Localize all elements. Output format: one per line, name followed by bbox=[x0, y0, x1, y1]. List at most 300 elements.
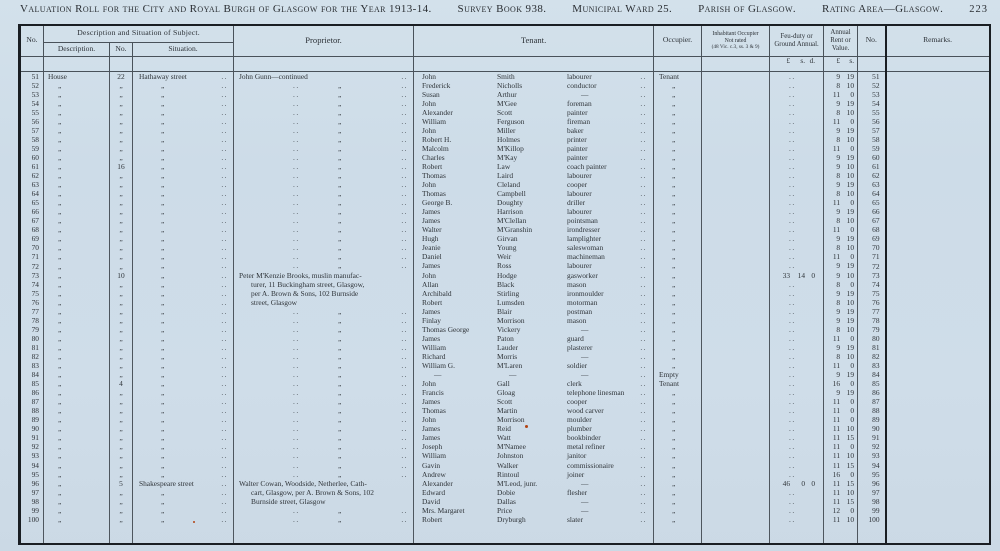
rent-shillings: 19 bbox=[846, 207, 855, 217]
row-number: 94 bbox=[872, 460, 880, 470]
leader-dots: .. bbox=[401, 397, 409, 407]
ditto-mark: „ bbox=[58, 370, 62, 380]
cell-feu-duty bbox=[770, 298, 824, 307]
cell-annual-rent bbox=[824, 307, 858, 316]
row-number: 68 bbox=[872, 225, 880, 235]
feu-units bbox=[770, 56, 824, 71]
table-row bbox=[20, 388, 990, 397]
cell-occupier bbox=[654, 243, 702, 252]
leader-dots: .. bbox=[789, 361, 796, 370]
ditto-mark: „ bbox=[161, 98, 165, 108]
row-number: 100 bbox=[27, 514, 39, 524]
cell-occupier bbox=[654, 90, 702, 99]
cell-description bbox=[44, 180, 110, 189]
table-row bbox=[20, 316, 990, 325]
leader-dots: .. bbox=[640, 143, 648, 153]
cell-situation bbox=[133, 225, 234, 234]
cell-inhabitant-occupier bbox=[702, 90, 770, 99]
cell-row-no-right bbox=[858, 298, 886, 307]
ditto-mark: „ bbox=[672, 397, 676, 407]
tenant-surname: Lumsden bbox=[497, 297, 525, 307]
ditto-mark: „ bbox=[338, 207, 342, 217]
rent-shillings: 10 bbox=[846, 161, 855, 171]
cell-annual-rent bbox=[824, 252, 858, 261]
row-number: 85 bbox=[872, 379, 880, 389]
ditto-mark: „ bbox=[58, 460, 62, 470]
leader-dots: .. bbox=[640, 98, 648, 108]
cell-row-no bbox=[20, 506, 44, 515]
cell-description bbox=[44, 397, 110, 406]
tenant-forename: George B. bbox=[422, 198, 453, 208]
cell-annual-rent bbox=[824, 225, 858, 234]
tenant-surname: Gloag bbox=[497, 388, 516, 398]
cell-street-no bbox=[110, 261, 133, 270]
cell-proprietor bbox=[234, 216, 414, 225]
cell-annual-rent bbox=[824, 325, 858, 334]
cell-street-no bbox=[110, 126, 133, 135]
cell-tenant bbox=[414, 451, 654, 460]
ditto-mark: „ bbox=[161, 288, 165, 298]
leader-dots: .. bbox=[401, 361, 409, 370]
cell-description bbox=[44, 99, 110, 108]
row-number: 75 bbox=[872, 288, 880, 298]
cell-situation bbox=[133, 171, 234, 180]
cell-street-no bbox=[110, 397, 133, 406]
ditto-mark: „ bbox=[58, 306, 62, 316]
cell-remarks bbox=[886, 171, 990, 180]
leader-dots: .. bbox=[221, 261, 229, 271]
cell-row-no bbox=[20, 108, 44, 117]
cell-inhabitant-occupier bbox=[702, 307, 770, 316]
leader-dots: .. bbox=[789, 171, 796, 181]
cell-situation bbox=[133, 144, 234, 153]
rent-shillings: 0 bbox=[850, 505, 855, 515]
tenant-occupation: mason bbox=[567, 315, 587, 325]
cell-tenant bbox=[414, 99, 654, 108]
cell-remarks bbox=[886, 470, 990, 479]
tenant-surname: Weir bbox=[497, 252, 512, 262]
cell-annual-rent bbox=[824, 189, 858, 198]
cell-proprietor bbox=[234, 71, 414, 81]
ditto-mark: „ bbox=[58, 234, 62, 244]
cell-tenant bbox=[414, 243, 654, 252]
leader-dots: .. bbox=[789, 89, 796, 99]
row-number: 52 bbox=[872, 80, 880, 90]
row-number: 73 bbox=[872, 270, 880, 280]
rent-shillings: 10 bbox=[846, 424, 855, 434]
cell-feu-duty bbox=[770, 71, 824, 81]
cell-row-no-right bbox=[858, 397, 886, 406]
ditto-mark: „ bbox=[58, 487, 62, 497]
rent-shillings: 10 bbox=[846, 487, 855, 497]
rent-pounds: 8 bbox=[836, 107, 841, 117]
cell-situation bbox=[133, 461, 234, 470]
row-number: 74 bbox=[872, 279, 880, 289]
ditto-mark: „ bbox=[672, 297, 676, 307]
cell-annual-rent bbox=[824, 198, 858, 207]
occupier-text: Empty bbox=[659, 370, 679, 380]
cell-street-no bbox=[110, 207, 133, 216]
cell-row-no bbox=[20, 289, 44, 298]
cell-street-no bbox=[110, 497, 133, 506]
tenant-forename: James bbox=[422, 261, 441, 271]
cell-tenant bbox=[414, 388, 654, 397]
cell-remarks bbox=[886, 406, 990, 415]
ditto-mark: „ bbox=[161, 243, 165, 253]
title-survey-book: Survey Book 938. bbox=[457, 3, 547, 15]
cell-street-no bbox=[110, 343, 133, 352]
cell-situation bbox=[133, 506, 234, 515]
ditto-mark: „ bbox=[338, 324, 342, 334]
cell-feu-duty bbox=[770, 280, 824, 289]
cell-row-no bbox=[20, 90, 44, 99]
leader-dots: .. bbox=[221, 478, 229, 488]
row-number: 87 bbox=[872, 397, 880, 407]
cell-row-no bbox=[20, 135, 44, 144]
cell-feu-duty bbox=[770, 144, 824, 153]
leader-dots: .. bbox=[640, 107, 648, 117]
leader-dots: .. bbox=[221, 98, 229, 108]
cell-tenant bbox=[414, 307, 654, 316]
leader-dots: .. bbox=[789, 225, 796, 235]
leader-dots: .. bbox=[789, 415, 796, 425]
leader-dots: .. bbox=[293, 189, 300, 199]
tenant-occupation: metal refiner bbox=[567, 442, 605, 452]
leader-dots: .. bbox=[221, 415, 229, 425]
cell-row-no-right bbox=[858, 117, 886, 126]
ditto-mark: „ bbox=[119, 333, 123, 343]
leader-dots: .. bbox=[293, 306, 300, 316]
rent-shillings: 10 bbox=[846, 324, 855, 334]
cell-street-no bbox=[110, 225, 133, 234]
ditto-mark: „ bbox=[119, 116, 123, 126]
tenant-occupation: — bbox=[581, 478, 589, 488]
leader-dots: .. bbox=[221, 143, 229, 153]
ditto-mark: „ bbox=[338, 442, 342, 452]
row-number: 74 bbox=[31, 279, 39, 289]
ditto-mark: „ bbox=[58, 252, 62, 262]
leader-dots: .. bbox=[293, 116, 300, 126]
cell-row-no bbox=[20, 162, 44, 171]
leader-dots: .. bbox=[293, 207, 300, 217]
leader-dots: .. bbox=[221, 152, 229, 162]
row-number: 77 bbox=[31, 306, 39, 316]
leader-dots: .. bbox=[789, 98, 796, 108]
leader-dots: .. bbox=[221, 180, 229, 190]
cell-row-no bbox=[20, 334, 44, 343]
leader-dots: .. bbox=[640, 189, 648, 199]
tenant-occupation: irondresser bbox=[567, 225, 600, 235]
leader-dots: .. bbox=[789, 180, 796, 190]
rent-pounds: 11 bbox=[832, 116, 841, 126]
rent-shillings: 10 bbox=[846, 297, 855, 307]
cell-proprietor bbox=[234, 171, 414, 180]
ditto-mark: „ bbox=[161, 80, 165, 90]
ditto-mark: „ bbox=[338, 180, 342, 190]
cell-annual-rent bbox=[824, 406, 858, 415]
cell-feu-duty bbox=[770, 515, 824, 524]
cell-remarks bbox=[886, 388, 990, 397]
leader-dots: .. bbox=[221, 315, 229, 325]
row-number: 100 bbox=[868, 514, 880, 524]
rent-pounds: 9 bbox=[836, 98, 841, 108]
ditto-mark: „ bbox=[119, 171, 123, 181]
rent-pounds: 8 bbox=[836, 324, 841, 334]
cell-situation bbox=[133, 180, 234, 189]
row-number: 93 bbox=[872, 451, 880, 461]
tenant-occupation: labourer bbox=[567, 207, 592, 217]
leader-dots: .. bbox=[789, 315, 796, 325]
leader-dots: .. bbox=[640, 505, 648, 515]
tenant-surname: Nicholls bbox=[497, 80, 523, 90]
cell-inhabitant-occupier bbox=[702, 207, 770, 216]
cell-inhabitant-occupier bbox=[702, 180, 770, 189]
row-number: 86 bbox=[872, 388, 880, 398]
row-number: 76 bbox=[872, 297, 880, 307]
ditto-mark: „ bbox=[672, 134, 676, 144]
cell-row-no-right bbox=[858, 307, 886, 316]
ditto-mark: „ bbox=[161, 469, 165, 479]
leader-dots: .. bbox=[221, 116, 229, 126]
filler-cell bbox=[858, 524, 886, 544]
cell-proprietor bbox=[234, 424, 414, 433]
tenant-occupation: soldier bbox=[567, 361, 588, 370]
cell-street-no bbox=[110, 406, 133, 415]
ditto-mark: „ bbox=[119, 306, 123, 316]
tenant-occupation: labourer bbox=[567, 261, 592, 271]
cell-occupier bbox=[654, 144, 702, 153]
rent-shillings: 0 bbox=[850, 143, 855, 153]
cell-situation bbox=[133, 117, 234, 126]
ditto-mark: „ bbox=[672, 171, 676, 181]
tenant-occupation: foreman bbox=[567, 98, 592, 108]
cell-tenant bbox=[414, 162, 654, 171]
leader-dots: .. bbox=[293, 107, 300, 117]
cell-remarks bbox=[886, 252, 990, 261]
ditto-mark: „ bbox=[161, 333, 165, 343]
ditto-mark: „ bbox=[58, 424, 62, 434]
row-number: 95 bbox=[31, 469, 39, 479]
cell-annual-rent bbox=[824, 379, 858, 388]
leader-dots: .. bbox=[640, 198, 648, 208]
cell-tenant bbox=[414, 479, 654, 488]
rent-pounds: 9 bbox=[836, 161, 841, 171]
cell-feu-duty bbox=[770, 488, 824, 497]
ditto-mark: „ bbox=[672, 234, 676, 244]
cell-annual-rent bbox=[824, 207, 858, 216]
ditto-mark: „ bbox=[672, 116, 676, 126]
ditto-mark: „ bbox=[161, 225, 165, 235]
cell-occupier bbox=[654, 361, 702, 370]
leader-dots: .. bbox=[401, 252, 409, 262]
leader-dots: .. bbox=[789, 342, 796, 352]
row-number: 62 bbox=[31, 171, 39, 181]
cell-tenant bbox=[414, 406, 654, 415]
cell-tenant bbox=[414, 171, 654, 180]
rent-shillings: 10 bbox=[846, 451, 855, 461]
cell-tenant bbox=[414, 271, 654, 280]
header-description: Description. bbox=[44, 42, 110, 56]
table-row bbox=[20, 325, 990, 334]
leader-dots: .. bbox=[401, 89, 409, 99]
leader-dots: .. bbox=[640, 306, 648, 316]
row-number: 91 bbox=[872, 433, 880, 443]
cell-situation bbox=[133, 406, 234, 415]
leader-dots: .. bbox=[221, 198, 229, 208]
cell-proprietor bbox=[234, 316, 414, 325]
leader-dots: .. bbox=[789, 125, 796, 135]
ditto-mark: „ bbox=[119, 279, 123, 289]
cell-occupier bbox=[654, 343, 702, 352]
cell-row-no-right bbox=[858, 280, 886, 289]
tenant-occupation: labourer bbox=[567, 71, 592, 81]
leader-dots: .. bbox=[221, 306, 229, 316]
row-number: 55 bbox=[872, 107, 880, 117]
row-number: 70 bbox=[872, 243, 880, 253]
ditto-mark: „ bbox=[161, 370, 165, 380]
cell-annual-rent bbox=[824, 442, 858, 451]
cell-street-no bbox=[110, 252, 133, 261]
cell-occupier bbox=[654, 370, 702, 379]
filler-cell bbox=[234, 524, 414, 544]
ditto-mark: „ bbox=[161, 116, 165, 126]
table-row bbox=[20, 433, 990, 442]
leader-dots: .. bbox=[401, 433, 409, 443]
ditto-mark: „ bbox=[58, 180, 62, 190]
cell-row-no-right bbox=[858, 379, 886, 388]
leader-dots: .. bbox=[789, 189, 796, 199]
row-number: 85 bbox=[31, 379, 39, 389]
row-number: 97 bbox=[872, 487, 880, 497]
filler-cell bbox=[20, 524, 44, 544]
cell-proprietor bbox=[234, 388, 414, 397]
cell-row-no-right bbox=[858, 71, 886, 81]
ditto-mark: „ bbox=[161, 379, 165, 389]
cell-inhabitant-occupier bbox=[702, 397, 770, 406]
cell-row-no-right bbox=[858, 361, 886, 370]
table-row bbox=[20, 488, 990, 497]
cell-description bbox=[44, 352, 110, 361]
rent-shillings: 0 bbox=[850, 89, 855, 99]
cell-tenant bbox=[414, 189, 654, 198]
cell-street-no bbox=[110, 298, 133, 307]
cell-tenant bbox=[414, 289, 654, 298]
cell-row-no-right bbox=[858, 370, 886, 379]
cell-street-no bbox=[110, 108, 133, 117]
cell-description bbox=[44, 126, 110, 135]
tenant-occupation: flesher bbox=[567, 487, 588, 497]
rent-pounds: 11 bbox=[832, 397, 841, 407]
rent-shillings: 0 bbox=[850, 406, 855, 416]
cell-description bbox=[44, 252, 110, 261]
tenant-occupation: moulder bbox=[567, 415, 592, 425]
leader-dots: .. bbox=[789, 397, 796, 407]
row-number: 98 bbox=[872, 496, 880, 506]
leader-dots: .. bbox=[293, 125, 300, 135]
leader-dots: .. bbox=[401, 315, 409, 325]
cell-occupier bbox=[654, 261, 702, 270]
cell-row-no-right bbox=[858, 171, 886, 180]
cell-occupier bbox=[654, 388, 702, 397]
leader-dots: .. bbox=[789, 198, 796, 208]
cell-situation bbox=[133, 415, 234, 424]
header-proprietor: Proprietor. bbox=[234, 25, 414, 56]
leader-dots: .. bbox=[789, 143, 796, 153]
rent-pounds: 11 bbox=[832, 496, 841, 506]
cell-description bbox=[44, 144, 110, 153]
cell-remarks bbox=[886, 144, 990, 153]
tenant-surname: M'Namee bbox=[497, 442, 526, 452]
tenant-occupation: — bbox=[581, 505, 589, 515]
rent-pounds: 9 bbox=[836, 288, 841, 298]
ditto-mark: „ bbox=[672, 487, 676, 497]
leader-dots: .. bbox=[293, 505, 300, 515]
row-number: 67 bbox=[31, 216, 39, 226]
cell-occupier bbox=[654, 352, 702, 361]
cell-remarks bbox=[886, 433, 990, 442]
cell-description bbox=[44, 189, 110, 198]
ditto-mark: „ bbox=[161, 514, 165, 524]
cell-row-no bbox=[20, 442, 44, 451]
cell-feu-duty bbox=[770, 370, 824, 379]
cell-feu-duty bbox=[770, 406, 824, 415]
leader-dots: .. bbox=[293, 252, 300, 262]
proprietor-line: turer, 11 Buckingham street, Glasgow, bbox=[251, 279, 365, 289]
row-number: 89 bbox=[872, 415, 880, 425]
cell-description bbox=[44, 289, 110, 298]
ditto-mark: „ bbox=[58, 478, 62, 488]
cell-street-no bbox=[110, 289, 133, 298]
rent-shillings: 0 bbox=[850, 116, 855, 126]
ditto-mark: „ bbox=[338, 379, 342, 389]
leader-dots: .. bbox=[401, 505, 409, 515]
ditto-mark: „ bbox=[338, 469, 342, 479]
tenant-forename: James bbox=[422, 424, 441, 434]
tenant-occupation: painter bbox=[567, 143, 588, 153]
cell-row-no bbox=[20, 497, 44, 506]
table-row bbox=[20, 135, 990, 144]
proprietor-text: John Gunn—continued bbox=[239, 71, 308, 81]
cell-feu-duty bbox=[770, 180, 824, 189]
rent-shillings: 10 bbox=[846, 107, 855, 117]
rent-pounds: 9 bbox=[836, 388, 841, 398]
cell-feu-duty bbox=[770, 243, 824, 252]
leader-dots: .. bbox=[789, 333, 796, 343]
leader-dots: .. bbox=[789, 460, 796, 470]
tenant-surname: Stirling bbox=[497, 288, 520, 298]
street-number: 10 bbox=[117, 270, 125, 280]
ditto-mark: „ bbox=[58, 279, 62, 289]
row-number: 83 bbox=[31, 361, 39, 371]
rent-pounds: 8 bbox=[836, 189, 841, 199]
rent-shillings: 10 bbox=[846, 351, 855, 361]
cell-inhabitant-occupier bbox=[702, 216, 770, 225]
cell-tenant bbox=[414, 81, 654, 90]
cell-proprietor bbox=[234, 126, 414, 135]
cell-description bbox=[44, 379, 110, 388]
ditto-mark: „ bbox=[161, 351, 165, 361]
leader-dots: .. bbox=[789, 107, 796, 117]
tenant-forename: Archibald bbox=[422, 288, 452, 298]
cell-feu-duty bbox=[770, 117, 824, 126]
leader-dots: .. bbox=[221, 379, 229, 389]
cell-inhabitant-occupier bbox=[702, 334, 770, 343]
cell-street-no bbox=[110, 153, 133, 162]
ditto-mark: „ bbox=[672, 351, 676, 361]
cell-inhabitant-occupier bbox=[702, 433, 770, 442]
feu-shillings-symbol: s. bbox=[800, 56, 806, 65]
ditto-mark: „ bbox=[161, 361, 165, 370]
